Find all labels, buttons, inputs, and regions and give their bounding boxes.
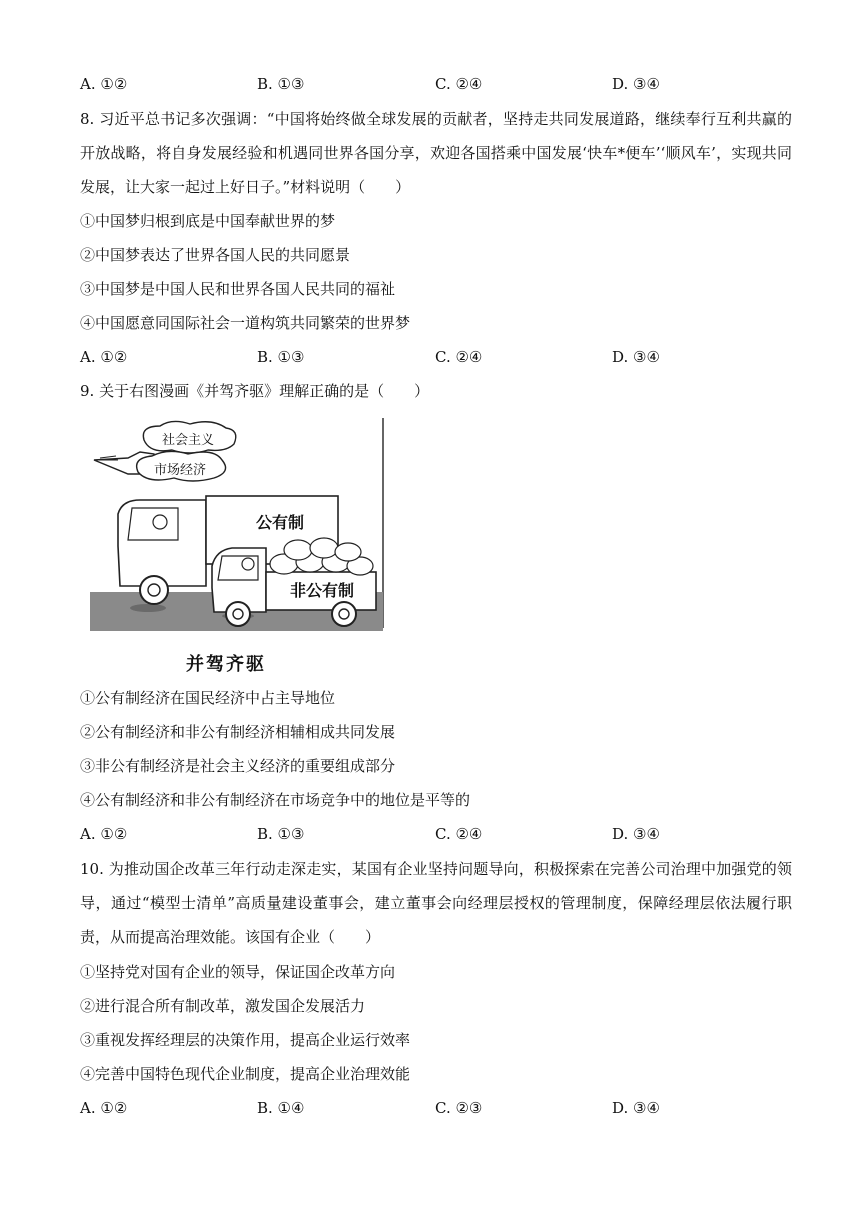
q10-statement-4: ④完善中国特色现代企业制度，提高企业治理效能 [80, 1065, 411, 1083]
q10-statement-3: ③重视发挥经理层的决策作用，提高企业运行效率 [80, 1031, 411, 1049]
q10-statement-2: ②进行混合所有制改革，激发国企发展活力 [80, 997, 366, 1015]
q10-stem: 10. 为推动国企改革三年行动走深走实，某国有企业坚持问题导向，积极探索在完善公司治理中加强党的领导，通过“模型士清单”高质量建设董事会，建立董事会向经理层授权的管理制度，保障经理层依法履行职责，从而提高治理效能。该国有企业（ ） [80, 860, 792, 946]
q8-option-d[interactable]: D. ③④ [612, 348, 660, 366]
q8-options [80, 347, 792, 367]
q7-option-b[interactable]: B. ①③ [257, 75, 305, 93]
q7-option-a[interactable]: A. ①② [80, 75, 128, 93]
q7-option-d[interactable]: D. ③④ [612, 75, 660, 93]
q8-option-a[interactable]: A. ①② [80, 348, 128, 366]
q9-option-c[interactable]: C. ②④ [435, 825, 483, 843]
q10-statement-1: ①坚持党对国有企业的领导，保证国企改革方向 [80, 963, 396, 981]
sign-market-label: 市场经济 [153, 463, 207, 478]
q9-statement-3: ③非公有制经济是社会主义经济的重要组成部分 [80, 757, 396, 775]
cartoon-caption: 并驾齐驱 [186, 654, 266, 675]
q9-option-d[interactable]: D. ③④ [612, 825, 660, 843]
q10-option-d[interactable]: D. ③④ [612, 1099, 660, 1117]
q7-options [80, 74, 792, 94]
q10-option-c[interactable]: C. ②③ [435, 1099, 483, 1117]
q10-option-a[interactable]: A. ①② [80, 1099, 128, 1117]
sign-socialism-label: 社会主义 [161, 433, 215, 448]
q9-statement-1: ①公有制经济在国民经济中占主导地位 [80, 689, 336, 707]
q8-option-c[interactable]: C. ②④ [435, 348, 483, 366]
truck-nonpublic-label: 非公有制 [289, 581, 355, 600]
q8-option-b[interactable]: B. ①③ [257, 348, 305, 366]
q9-stem: 9. 关于右图漫画《并驾齐驱》理解正确的是（ ） [80, 382, 430, 400]
q9-option-a[interactable]: A. ①② [80, 825, 128, 843]
q9-statement-2: ②公有制经济和非公有制经济相辅相成共同发展 [80, 723, 396, 741]
q8-statement-1: ①中国梦归根到底是中国奉献世界的梦 [80, 212, 336, 230]
q9-statement-4: ④公有制经济和非公有制经济在市场竞争中的地位是平等的 [80, 791, 471, 809]
q9-options [80, 824, 792, 844]
q7-option-c[interactable]: C. ②④ [435, 75, 483, 93]
q10-option-b[interactable]: B. ①④ [257, 1099, 305, 1117]
q8-stem: 8. 习近平总书记多次强调：“中国将始终做全球发展的贡献者，坚持走共同发展道路，继续奉行互利共赢的开放战略，将自身发展经验和机遇同世界各国分享，欢迎各国搭乘中国发展‘快车*便车’‘顺风车’，实现共同发展，让大家一起过上好日子。”材料说明（ ） [80, 110, 792, 196]
cartoon-image [88, 416, 386, 634]
q8-statement-2: ②中国梦表达了世界各国人民的共同愿景 [80, 246, 351, 264]
q8-statement-3: ③中国梦是中国人民和世界各国人民共同的福祉 [80, 280, 396, 298]
q8-statement-4: ④中国愿意同国际社会一道构筑共同繁荣的世界梦 [80, 314, 411, 332]
truck-public-label: 公有制 [255, 513, 305, 532]
q10-options [80, 1098, 792, 1118]
q9-option-b[interactable]: B. ①③ [257, 825, 305, 843]
